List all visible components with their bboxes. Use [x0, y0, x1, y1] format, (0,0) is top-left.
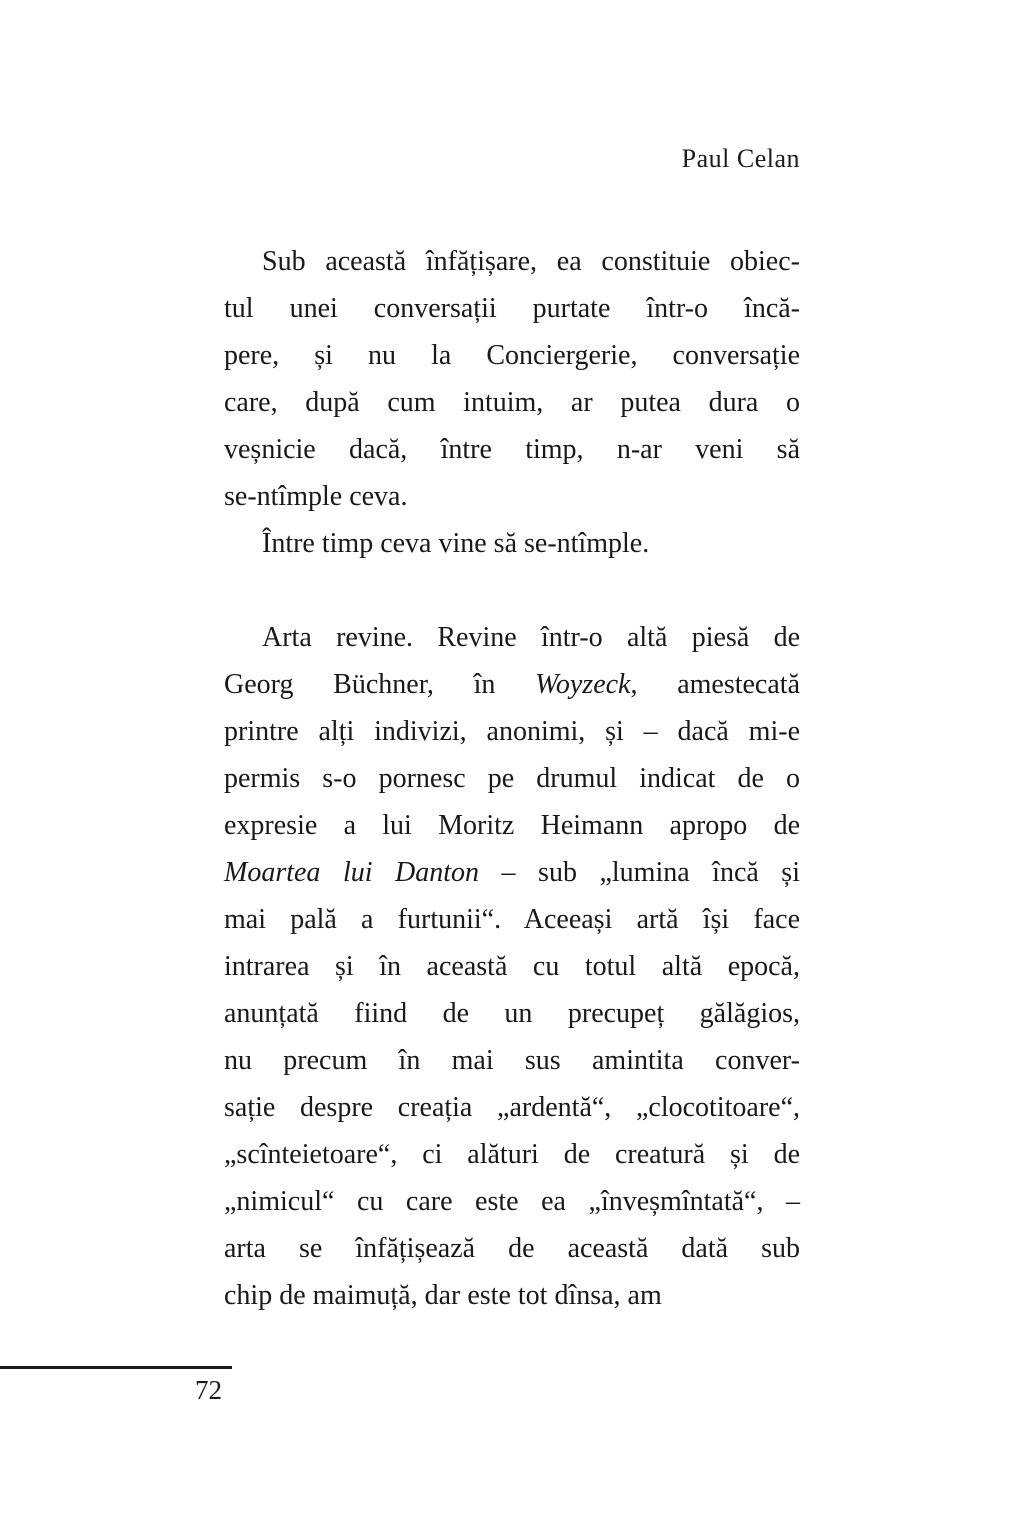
text-line	[224, 755, 800, 802]
text-run: – sub „lumina încă și	[479, 857, 800, 888]
text-line	[224, 708, 800, 755]
text-run: , amestecată	[630, 669, 800, 700]
text-line	[224, 285, 800, 332]
text-line	[224, 332, 800, 379]
text-run: nu precum în mai sus amintita conver-	[224, 1045, 800, 1076]
text-run: intrarea și în această cu totul altă epocă,	[224, 951, 800, 982]
text-line	[224, 849, 800, 896]
text-line	[224, 520, 800, 567]
paragraph	[224, 238, 800, 520]
text-run: Sub această înfățișare, ea constituie obiec-	[262, 246, 800, 277]
text-run: Georg Büchner, în	[224, 669, 536, 700]
text-run: se-ntîmple ceva.	[224, 481, 408, 512]
text-run: arta se înfățișează de această dată sub	[224, 1233, 800, 1264]
text-line	[224, 661, 800, 708]
text-line	[224, 943, 800, 990]
paragraph	[224, 520, 800, 567]
text-run: sație despre creația „ardentă“, „clocotitoare“,	[224, 1092, 800, 1123]
text-run: permis s-o pornesc pe drumul indicat de o	[224, 763, 800, 794]
text-line	[224, 614, 800, 661]
text-line	[224, 802, 800, 849]
text-run: printre alți indivizi, anonimi, și – dacă mi-e	[224, 716, 800, 747]
text-line	[224, 426, 800, 473]
page-number: 72	[195, 1375, 222, 1405]
text-line	[224, 379, 800, 426]
text-line	[224, 990, 800, 1037]
text-line	[224, 896, 800, 943]
text-block	[224, 238, 800, 1319]
text-line	[224, 238, 800, 285]
text-run: mai pală a furtunii“. Aceeași artă își face	[224, 904, 800, 935]
text-line	[224, 1131, 800, 1178]
text-run: Arta revine. Revine într-o altă piesă de	[262, 622, 800, 653]
italic-text-run: Woyzeck	[535, 669, 631, 700]
text-run: veșnicie dacă, între timp, n-ar veni să	[224, 434, 800, 465]
text-run: expresie a lui Moritz Heimann apropo de	[224, 810, 800, 841]
text-run: tul unei conversații purtate într-o încă-	[224, 293, 800, 324]
text-run: „nimicul“ cu care este ea „înveșmîntată“, –	[224, 1186, 800, 1217]
italic-text-run: Moartea lui Danton	[224, 857, 480, 888]
text-line	[224, 1084, 800, 1131]
footer-rule	[0, 1366, 232, 1369]
text-line	[224, 1037, 800, 1084]
text-run: Între timp ceva vine să se-ntîmple.	[262, 528, 650, 559]
text-run: „scînteietoare“, ci alături de creatură și de	[224, 1139, 800, 1170]
text-run: anunțată fiind de un precupeț gălăgios,	[224, 998, 800, 1029]
text-run: pere, și nu la Conciergerie, conversație	[224, 340, 800, 371]
running-header-author: Paul Celan	[681, 144, 800, 173]
text-line	[224, 1225, 800, 1272]
text-run: chip de maimuță, dar este tot dînsa, am	[224, 1280, 662, 1311]
text-line	[224, 473, 800, 520]
text-run: care, după cum intuim, ar putea dura o	[224, 387, 800, 418]
paragraph	[224, 614, 800, 1319]
text-line	[224, 1272, 800, 1319]
text-line	[224, 1178, 800, 1225]
